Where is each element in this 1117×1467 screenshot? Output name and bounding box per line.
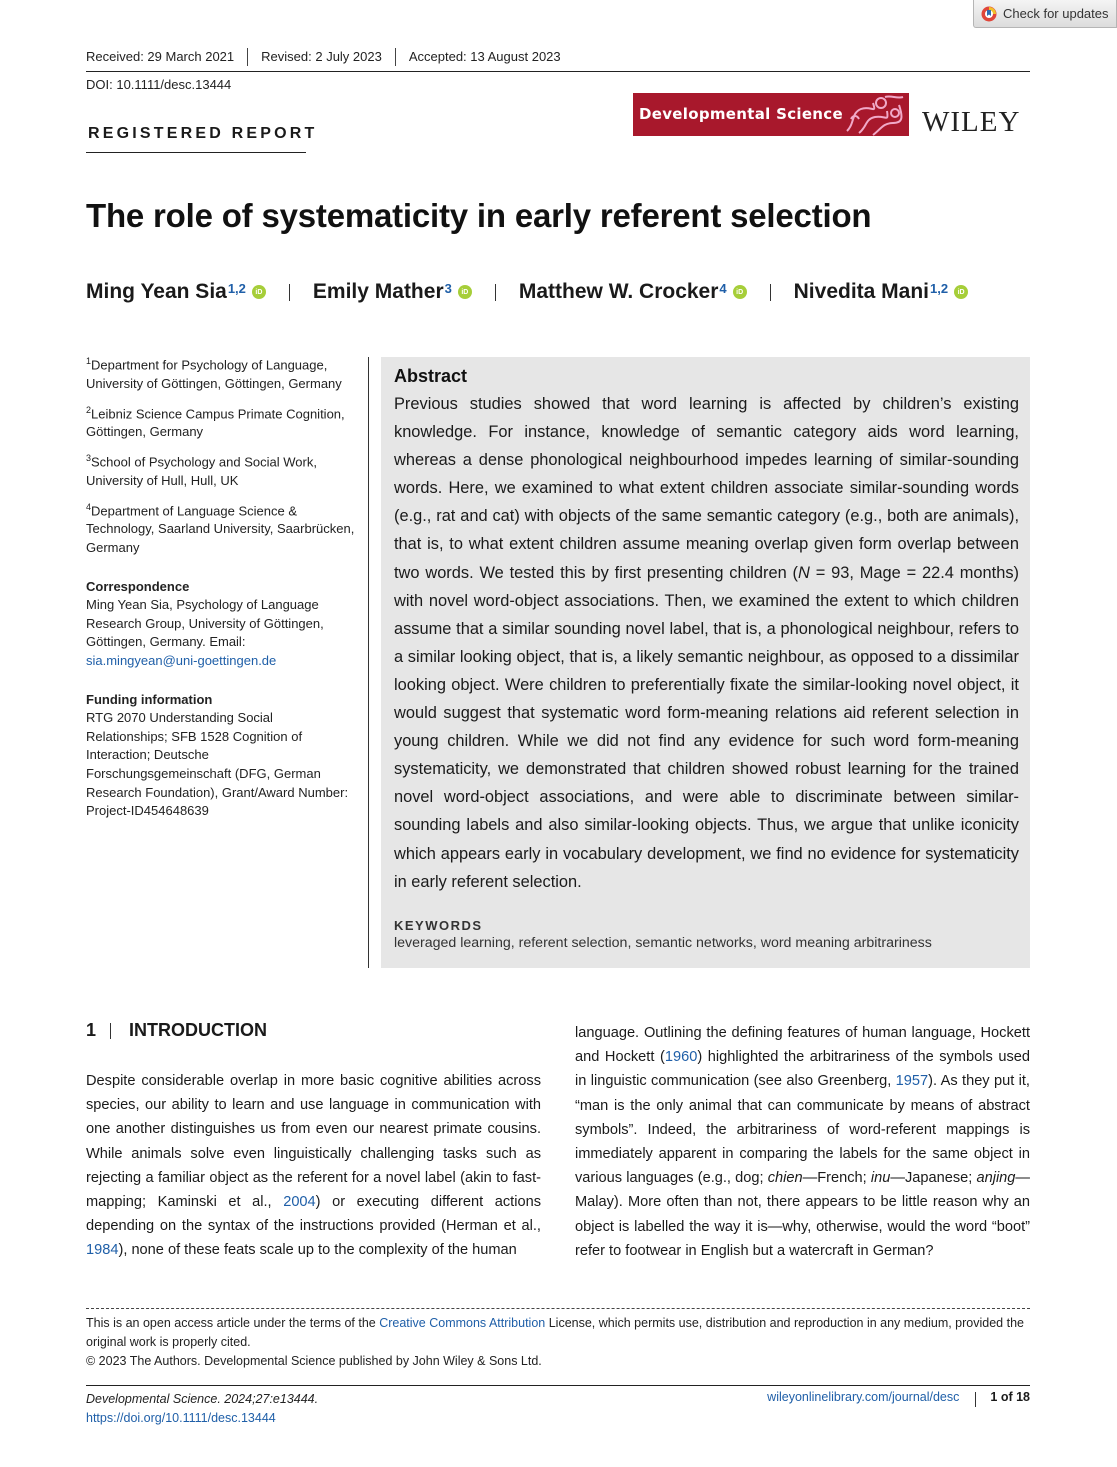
affiliation-2 xyxy=(86,401,356,443)
footer-rule xyxy=(86,1385,1030,1386)
author-separator xyxy=(770,284,771,301)
abstract-box xyxy=(381,357,1030,968)
author-1[interactable] xyxy=(86,280,266,304)
affiliation-number: 3 xyxy=(86,453,92,464)
correspondence-text: Ming Yean Sia, Psychology of Language Research Group, University of Göttingen, Göttingen, Germany. Email: xyxy=(86,597,324,650)
affiliation-text: Department of Language Science & Technology, Saarland University, Saarbrücken, Germany xyxy=(86,502,355,556)
journal-banner[interactable] xyxy=(633,93,909,136)
body-text: —Japanese; xyxy=(890,1170,977,1187)
foreign-word: chien xyxy=(767,1170,803,1187)
author-name: Nivedita Mani xyxy=(793,280,930,303)
affiliation-text: Department for Psychology of Language, University of Göttingen, Göttingen, Germany xyxy=(86,357,342,391)
body-text: ), none of these feats scale up to the complexity of the human xyxy=(118,1242,517,1259)
orcid-icon[interactable]: iD xyxy=(733,285,747,299)
affiliation-number: 1 xyxy=(86,356,92,366)
citation-link[interactable]: 2004 xyxy=(283,1194,316,1211)
author-list xyxy=(86,280,968,304)
abstract-text-part: = 93, Mage = 22.4 months) with novel word-object associations. Then, we examined the extent to which children assume that a similar sounding novel label, that is, a phonological neighbour, refers to a similar looking object, that is, a likely semantic neighbour, as opposed to a dissimilar looking object. Were children to preferentially fixate the similar-looking novel object, it would suggest that systematic word form-meaning relations aid referent selection in young children. While we did not find any evidence for such word form-meaning systematicity, we demonstrated that children showed robust learning for the trained novel word-object associations, and were able to discriminate between similar-sounding labels and also similar-looking objects. Thus, we argue that unlike iconicity which appears early in vocabulary development, we find no evidence for systematicity in early referent selection. xyxy=(394,563,1019,891)
intro-paragraph-column-1 xyxy=(86,1069,541,1263)
check-for-updates-button[interactable] xyxy=(973,0,1117,28)
keywords-heading: KEYWORDS xyxy=(394,917,483,933)
citation-link[interactable]: 1984 xyxy=(86,1242,119,1259)
correspondence-heading: Correspondence xyxy=(86,578,190,594)
header-rule xyxy=(86,71,1030,72)
affiliation-3 xyxy=(86,449,356,491)
funding-text: RTG 2070 Understanding Social Relationships; SFB 1528 Cognition of Interaction; Deutsche Forschungsgemeinschaft (DFG, German Research Foundation), Grant/Award Number: Project-ID454648639 xyxy=(86,710,349,819)
journal-url-link[interactable]: wileyonlinelibrary.com/journal/desc xyxy=(767,1390,960,1404)
author-4[interactable] xyxy=(794,280,968,304)
orcid-icon[interactable]: iD xyxy=(458,285,472,299)
section-title: INTRODUCTION xyxy=(129,1020,268,1040)
accepted-date: Accepted: 13 August 2023 xyxy=(395,48,574,66)
author-2[interactable] xyxy=(313,280,472,304)
affiliation-1 xyxy=(86,352,356,394)
column-divider xyxy=(368,357,369,968)
intro-paragraph-column-2 xyxy=(575,1021,1030,1263)
page-number: 1 of 18 xyxy=(990,1390,1030,1404)
funding-heading: Funding information xyxy=(86,691,213,707)
affiliation-number: 2 xyxy=(86,404,92,415)
footnote-separator xyxy=(86,1308,1030,1309)
section-heading-bar xyxy=(110,1023,111,1039)
orcid-icon[interactable]: iD xyxy=(954,285,968,299)
affiliation-number: 4 xyxy=(86,501,92,512)
doi: DOI: 10.1111/desc.13444 xyxy=(86,77,232,92)
journal-citation: Developmental Science. 2024;27:e13444. xyxy=(86,1392,319,1406)
license-note xyxy=(86,1314,1030,1371)
keywords-list: leveraged learning, referent selection, semantic networks, word meaning arbitrariness xyxy=(394,934,932,951)
revised-date: Revised: 2 July 2023 xyxy=(247,48,395,66)
license-text: License, which permits use, distribution and reproduction in any medium, provided the original work is properly cited. xyxy=(86,1316,1024,1349)
body-text: —Malay). More often than not, there appears to be little reason why an object is labelled the way it is—why, otherwise, would the word “boot” refer to footwear in English but a watercraft in German? xyxy=(575,1170,1031,1259)
footer-citation xyxy=(86,1390,318,1428)
affiliation-4 xyxy=(86,498,356,558)
author-separator xyxy=(495,284,496,301)
foreign-word: inu xyxy=(870,1170,891,1187)
foreign-word: anjing xyxy=(976,1170,1016,1187)
doi-link[interactable]: https://doi.org/10.1111/desc.13444 xyxy=(86,1411,276,1425)
footer-right xyxy=(767,1390,1030,1407)
footer-separator xyxy=(975,1392,976,1407)
journal-name: Developmental Science xyxy=(639,105,843,123)
section-heading-introduction xyxy=(86,1020,267,1041)
publisher-logo[interactable]: WILEY xyxy=(922,106,1021,138)
abstract-text xyxy=(394,390,1019,896)
citation-link[interactable]: 1960 xyxy=(664,1049,698,1066)
author-affiliation-ref: 1,2 xyxy=(930,280,949,296)
author-name: Emily Mather xyxy=(312,280,444,303)
body-text: Despite considerable overlap in more basic cognitive abilities across species, our ability to learn and use language in communication with one another distinguishes us from even our nearest primate cousins. While animals solve even linguistically challenging tasks such as rejecting a familiar object as the referent for a novel label (akin to fast-mapping; Kaminski et al., xyxy=(86,1073,541,1211)
sample-size-symbol: N xyxy=(798,563,810,582)
body-text: ). As they put it, “man is the only animal that can communicate by means of abstract symbols”. Indeed, the arbitrariness of word-referent mappings is immediately apparent in comparing the labels for the same object in various languages (e.g., dog; xyxy=(575,1073,1030,1187)
license-text: This is an open access article under the terms of the xyxy=(86,1316,380,1330)
author-name: Matthew W. Crocker xyxy=(518,280,719,303)
update-badge-icon xyxy=(981,6,997,22)
abstract-text-part: Previous studies showed that word learning is affected by children’s existing knowledge. For instance, knowledge of semantic category aids word learning, whereas a dense phonological neighbourhood impedes learning of similar-sounding words. Here, we examined to what extent children associate similar-sounding words (e.g., rat and cat) with objects of the same semantic category (e.g., both are animals), that is, to what extent children assume meaning overlap given form overlap between two words. We tested this by first presenting children ( xyxy=(394,395,1019,582)
affiliation-text: Leibniz Science Campus Primate Cognition, Göttingen, Germany xyxy=(86,405,345,440)
author-name: Ming Yean Sia xyxy=(86,280,227,303)
article-dates xyxy=(86,48,574,66)
article-type: REGISTERED REPORT xyxy=(88,125,318,142)
author-affiliation-ref: 3 xyxy=(444,280,452,296)
abstract-heading: Abstract xyxy=(394,366,468,386)
license-link[interactable]: Creative Commons Attribution xyxy=(379,1316,546,1330)
author-separator xyxy=(289,284,290,301)
check-for-updates-label: Check for updates xyxy=(1003,6,1109,21)
received-date: Received: 29 March 2021 xyxy=(86,49,235,64)
body-text: ) highlighted the arbitrariness of the symbols used in linguistic communication (see also Greenberg, xyxy=(575,1049,1031,1090)
author-affiliation-ref: 1,2 xyxy=(227,280,246,296)
copyright-statement: © 2023 The Authors. Developmental Science published by John Wiley & Sons Ltd. xyxy=(86,1354,542,1368)
author-3[interactable] xyxy=(519,280,747,304)
affiliation-text: School of Psychology and Social Work, University of Hull, Hull, UK xyxy=(86,454,317,488)
section-number: 1 xyxy=(86,1020,97,1040)
journal-ornament-icon xyxy=(837,93,909,136)
article-type-rule xyxy=(86,152,306,153)
open-access-statement xyxy=(86,1314,1030,1352)
correspondence-email-link[interactable]: sia.mingyean@uni-goettingen.de xyxy=(86,653,277,669)
article-info-column xyxy=(86,352,356,821)
author-affiliation-ref: 4 xyxy=(719,280,727,296)
body-text: language. Outlining the defining features of human language, Hockett and Hockett ( xyxy=(575,1025,1030,1066)
body-text: —French; xyxy=(802,1170,871,1187)
orcid-icon[interactable]: iD xyxy=(252,285,266,299)
article-title: The role of systematicity in early referent selection xyxy=(86,197,872,234)
citation-link[interactable]: 1957 xyxy=(895,1073,929,1090)
body-text: ) or executing different actions depending on the syntax of the instructions provided (Herman et al., xyxy=(86,1194,541,1235)
